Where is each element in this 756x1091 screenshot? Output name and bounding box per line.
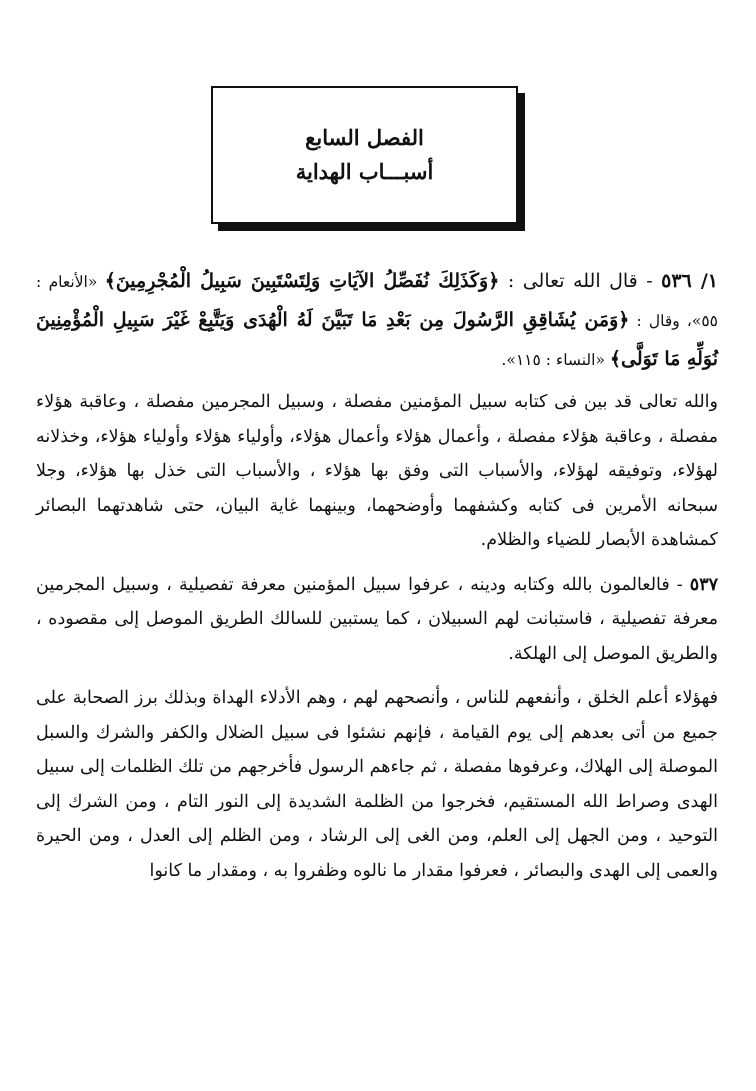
paragraph-text: - فالعالمون بالله وكتابه ودينه ، عرفوا سبيل المؤمنين معرفة تفصيلية ، وسبيل المجرمين معرفة تفصيلية ، فاستبانت لهم السبيلان ، كما يستبين للسالك الطريق الموصل إلى مقصوده ، والطريق الموصل إلى الهلكة. [36, 574, 718, 664]
chapter-title: أسبـــاب الهداية [295, 159, 434, 184]
chapter-number: الفصل السابع [305, 125, 424, 150]
paragraph-body: فهؤلاء أعلم الخلق ، وأنفعهم للناس ، وأنصحهم لهم ، وهم الأدلاء الهداة وبذلك برز الصحابة على جميع من أتى بعدهم إلى يوم القيامة ، فإنهم نشئوا فى سبيل الضلال والكفر والشرك والسبل الموصلة إلى الهلاك، وعرفوها مفصلة ، ثم جاءهم الرسول فأخرجهم من تلك الظلمات إلى سبيل الهدى وصراط الله المستقيم، فخرجوا من الظلمة الشديدة إلى النور التام ، ومن الشرك إلى التوحيد ، ومن الجهل إلى العلم، ومن الغى إلى الرشاد ، ومن الظلم إلى العدل ، ومن الحيرة والعمى إلى الهدى والبصائر ، فعرفوا مقدار ما نالوه وظفروا به ، ومقدار ما كانوا [36, 688, 718, 881]
paragraph-536 [36, 262, 718, 379]
verse-reference: «النساء : ١١٥». [501, 351, 610, 369]
paragraph-537 [36, 568, 718, 672]
chapter-heading-box [211, 86, 518, 224]
paragraph-number: ٥٣٧ [689, 574, 718, 595]
quran-verse: ﴿وَمَن يُشَاقِقِ الرَّسُولَ مِن بَعْدِ مَا تَبَيَّنَ لَهُ الْهُدَى وَيَتَّبِعْ غَيْرَ سَبِيلِ الْمُؤْمِنِينَ نُوَلِّهِ مَا تَوَلَّى﴾ [36, 309, 718, 370]
verse-reference: «الأنعام : ٥٥»، وقال : [36, 273, 718, 330]
paragraph-body: والله تعالى قد بين فى كتابه سبيل المؤمنين مفصلة ، وسبيل المجرمين مفصلة ، وعاقبة هؤلاء مفصلة ، وعاقبة هؤلاء مفصلة ، وأعمال هؤلاء وأعمال هؤلاء، وأولياء هؤلاء وأولياء هؤلاء، وخذلانه لهؤلاء، وتوفيقه لهؤلاء، والأسباب التى وفق بها هؤلاء ، والأسباب التى خذل بها هؤلاء، وجلا سبحانه الأمرين فى كتابه وكشفهما وأوضحهما، وبينهما غاية البيان، حتى شاهدتهما البصائر كمشاهدة الأبصار للضياء والظلام. [36, 392, 718, 550]
page-body [36, 262, 718, 898]
paragraph-intro: - قال الله تعالى : [499, 270, 662, 292]
paragraph-number: ١/ ٥٣٦ [661, 270, 718, 292]
quran-verse: ﴿وَكَذَلِكَ نُفَصِّلُ الآيَاتِ وَلِتَسْتَبِينَ سَبِيلُ الْمُجْرِمِينَ﴾ [104, 270, 500, 292]
